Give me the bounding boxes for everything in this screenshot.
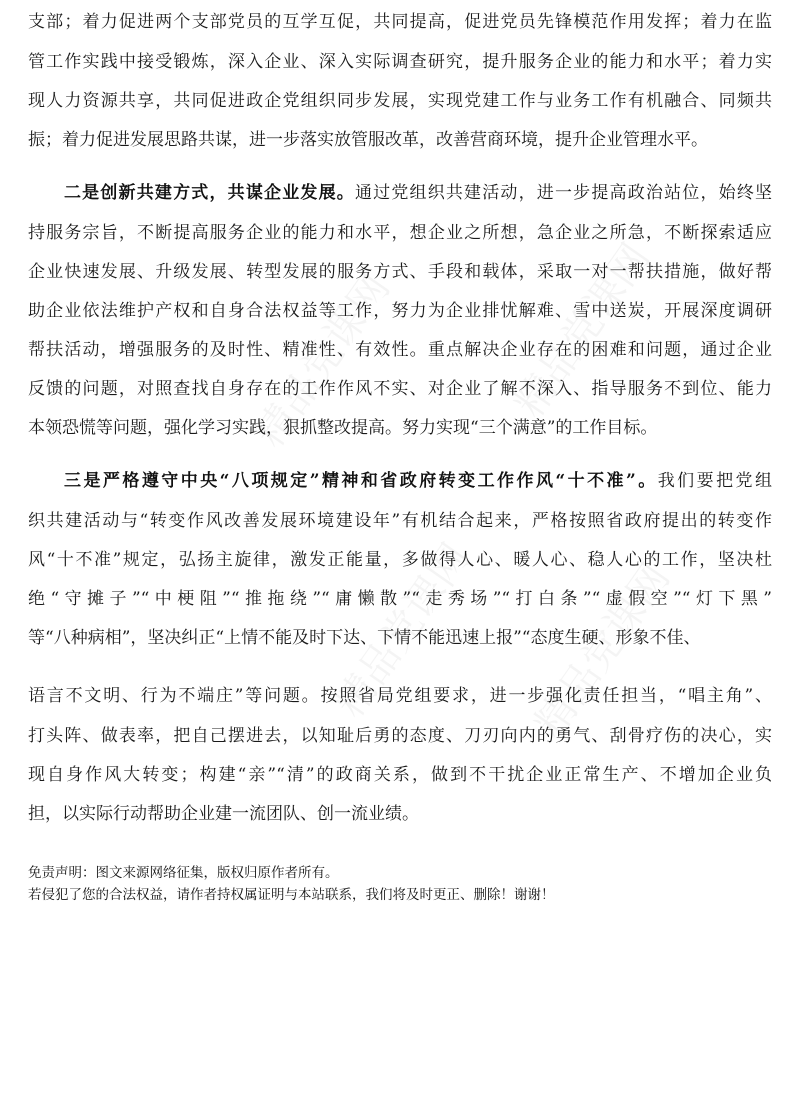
paragraph-4-line [28,684,772,708]
paragraph-3-line [28,587,772,611]
paragraph-2-line [28,338,772,362]
paragraph-2-line [28,416,772,440]
line-text: 支部；着力促进两个支部党员的互学互促，共同提高，促进党员先锋模范作用发挥；着力在监 [28,12,772,32]
line-text: 我们要把党组 [657,471,772,491]
line-text: 反馈的问题，对照查找自身存在的工作作风不实、对企业了解不深入、指导服务不到位、能力 [28,379,772,399]
line-text: 现人力资源共享，共同促进政企党组织同步发展，实现党建工作与业务工作有机融合、同频共 [28,91,772,111]
line-text: 本领恐慌等问题，强化学习实践，狠抓整改提高。努力实现“三个满意”的工作目标。 [28,418,658,438]
line-text: 现自身作风大转变；构建“亲”“清”的政商关系，做到不干扰企业正常生产、不增加企业负 [28,765,772,785]
line-text: 打头阵、做表率，把自己摆进去，以知耻后勇的态度、刀刃向内的勇气、刮骨疗伤的决心，实 [28,726,772,746]
line-text: 织共建活动与“转变作风改善发展环境建设年”有机结合起来，严格按照省政府提出的转变作 [28,511,772,531]
paragraph-3-line [28,509,772,533]
disclaimer-line-2: 若侵犯了您的合法权益，请作者持权属证明与本站联系，我们将及时更正、删除！谢谢！ [28,887,555,903]
line-text: 通过党组织共建活动，进一步提高政治站位，始终坚 [354,183,773,203]
line-text: 助企业依法维护产权和自身合法权益等工作，努力为企业排忧解难、雪中送炭，开展深度调研 [28,301,772,321]
paragraph-1-line [28,50,772,74]
paragraph-3-line [28,548,772,572]
line-text: 语言不文明、行为不端庄”等问题。按照省局党组要求，进一步强化责任担当，“唱主角”、 [28,686,772,706]
disclaimer-line-1: 免责声明：图文来源网络征集，版权归原作者所有。 [28,865,339,881]
paragraph-3-line [64,469,772,493]
paragraph-2-line [28,221,772,245]
line-text: 等“八种病相”，坚决纠正“上情不能及时下达、下情不能迅速上报”“态度生硬、形象不佳、 [28,628,701,648]
line-text: 帮扶活动，增强服务的及时性、精准性、有效性。重点解决企业存在的困难和问题，通过企业 [28,340,772,360]
paragraph-4-line [28,724,772,748]
paragraph-1-line [28,10,772,34]
line-text: 企业快速发展、升级发展、转型发展的服务方式、手段和载体，采取一对一帮扶措施，做好帮 [28,262,772,282]
paragraph-2-line [28,377,772,401]
line-text: 担，以实际行动帮助企业建一流团队、创一流业绩。 [28,804,419,824]
line-text: 绝“守摊子”“中梗阻”“推拖绕”“庸懒散”“走秀场”“打白条”“虚假空”“灯下黑” [28,589,772,609]
paragraph-1-line [28,128,772,152]
paragraph-4-line [28,802,772,826]
paragraph-1-line [28,89,772,113]
paragraph-4-line [28,763,772,787]
paragraph-2-line [28,260,772,284]
paragraph-2-line [64,181,772,205]
line-text: 管工作实践中接受锻炼，深入企业、深入实际调查研究，提升服务企业的能力和水平；着力实 [28,52,772,72]
paragraph-3-line [28,626,772,650]
line-text: 风“十不准”规定，弘扬主旋律，激发正能量，多做得人心、暖人心、稳人心的工作，坚决杜 [28,550,772,570]
paragraph-2-line [28,299,772,323]
line-text: 振；着力促进发展思路共谋，进一步落实放管服改革，改善营商环境，提升企业管理水平。 [28,130,708,150]
bold-lead-phrase: 二是创新共建方式，共谋企业发展。 [64,183,355,203]
line-text: 持服务宗旨，不断提高服务企业的能力和水平，想企业之所想，急企业之所急，不断探索适应 [28,223,772,243]
bold-lead-phrase: 三是严格遵守中央“八项规定”精神和省政府转变工作作风“十不准”。 [64,471,658,491]
